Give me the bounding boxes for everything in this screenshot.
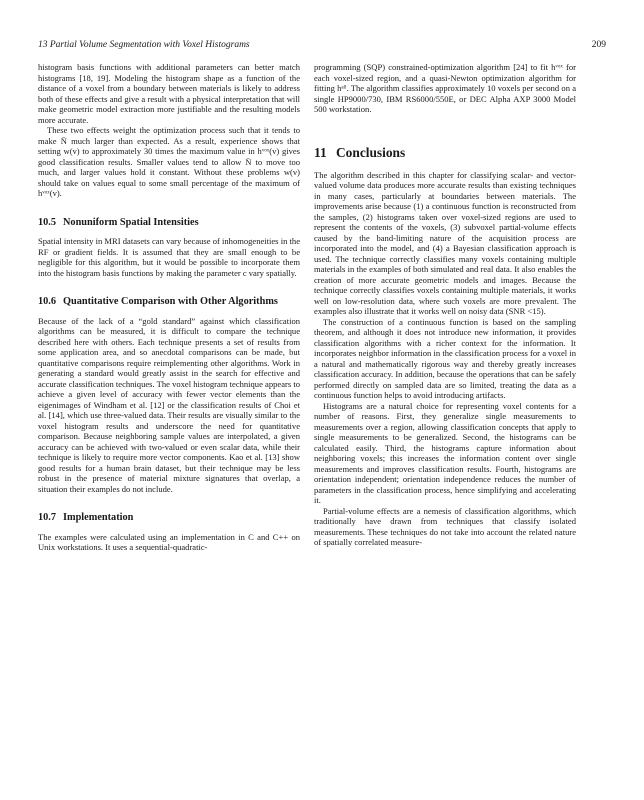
paragraph: Partial-volume effects are a nemesis of classification algorithms, which traditionally have drawn from techniques that classify isolated measurements. These techniques do not take into account the related nature of spatially correlated measure- [314, 505, 576, 547]
section-number: 10.7 [38, 512, 57, 523]
section-number: 11 [314, 144, 327, 160]
paragraph: Histograms are a natural choice for representing voxel contents for a number of reasons. First, they generalize single measurements to measurements over a region, allowing classification concepts that apply to single measurements to be generalized. Second, the histograms can be calculated easily. Third, the histograms capture information about neighboring voxels; this increases the information content over single measurements and improves classification results. Fourth, histograms are orientation independent; orientation independence reduces the number of parameters in the classification process, hence simplifying and accelerating it. [314, 400, 576, 505]
section-title: Implementation [63, 512, 134, 523]
section-heading [38, 296, 300, 309]
right-column [314, 62, 576, 548]
section-title: Nonuniform Spatial Intensities [63, 216, 199, 228]
paragraph: The construction of a continuous function is based on the sampling theorem, and although it does not introduce new information, it provides classification algorithms with a richer context for the information. It incorporates neighbor information in the classification process for a voxel in a natural and mathematically rigorous way and thereby greatly increases classification accuracy. In addition, because the operations that can be safely performed directly on sampled data are so limited, treating the data as a continuous function helps to avoid introducing artifacts. [314, 316, 576, 400]
left-column [38, 62, 300, 553]
paragraph: These two effects weight the optimization process such that it tends to make N̄ much larger than expected. As a result, experience shows that setting w(v) to approximately 30 times the maximum value in hᵛᵒˣ(v) gives good classification results. Smaller values tend to allow N̄ to move too much, and larger values hold it constant. Without these problems w(v) should take on values equal to some small percentage of the maximum of hᵛᵒˣ(v). [38, 125, 300, 198]
section-title: Quantitative Comparison with Other Algorithms [63, 296, 278, 307]
section-number: 10.5 [38, 216, 57, 228]
section-heading [38, 217, 300, 230]
paragraph: programming (SQP) constrained-optimization algorithm [24] to fit hᵛᵒˣ for each voxel-sized region, and a quasi-Newton optimization algorithm for fitting hᵃˡˡ. The algorithm classifies approximately 10 voxels per second on a single HP9000/730, IBM RS6000/550E, or DEC Alpha AXP 3000 Model 500 workstation. [314, 62, 576, 114]
chapter-title: 13 Partial Volume Segmentation with Voxel Histograms [38, 40, 250, 50]
paragraph: The algorithm described in this chapter for classifying scalar- and vector-valued volume data produces more accurate results than existing techniques in many cases, particularly at boundaries between materials. The improvements arise because (1) a continuous function is reconstructed from the samples, (2) histograms taken over voxel-sized regions are used to represent the contents of the voxels, (3) subvoxel partial-volume effects caused by the band-limiting nature of the acquisition process are incorporated into the model, and (4) a Bayesian classification approach is used. The technique correctly classifies many voxels containing multiple materials in the examples of both simulated and real data. It also enables the creation of more accurate geometric models and images. Because the technique correctly classifies voxels containing multiple materials, it works well on low-resolution data, where such voxels are more prevalent. The examples also illustrate that it works well on noisy data (SNR <15). [314, 169, 576, 316]
running-header [38, 38, 606, 52]
section-title: Conclusions [336, 144, 406, 160]
page-number: 209 [591, 40, 606, 50]
section-heading [38, 512, 300, 525]
paragraph: histogram basis functions with additional parameters can better match histograms [18, 19]. Modeling the histogram shape as a function of the distance of a voxel from a boundary between materials is likely to address both of these effects and give a result with a physical interpretation that will make geometric model extraction more justifiable and the resulting models more accurate. [38, 62, 300, 125]
paragraph: The examples were calculated using an implementation in C and C++ on Unix workstations. It uses a sequential-quadratic- [38, 531, 300, 552]
chapter-section-heading [314, 145, 576, 161]
paragraph: Spatial intensity in MRI datasets can vary because of inhomogeneities in the RF or gradient fields. It is assumed that they are small enough to be negligible for this algorithm, but it would be possible to incorporate them into the histogram basis functions by making the parameter c vary spatially. [38, 236, 300, 278]
paragraph: Because of the lack of a “gold standard” against which classification algorithms can be measured, it is difficult to compare the technique described here with others. Each technique presents a set of results from some application area, and so anecdotal comparisons can be made, but quantitative comparisons require reimplementing other algorithms. Work in generating a standard would greatly assist in the search for effective and accurate classification techniques. The voxel histogram technique appears to achieve a given level of accuracy with fewer vector elements than the eigenimages of Windham et al. [12] or the classification results of Choi et al. [14], which use three-valued data. Their results are visually similar to the voxel histogram results and underscore the need for quantitative comparison. Because neighboring sample values are interpolated, a given accuracy can be achieved with two-valued or even scalar data, while their technique is likely to require more vector components. Kao et al. [13] show good results for a human brain dataset, but their technique may be less robust in the presence of material mixture signatures that overlap, a situation their examples do not include. [38, 315, 300, 494]
section-number: 10.6 [38, 296, 57, 307]
